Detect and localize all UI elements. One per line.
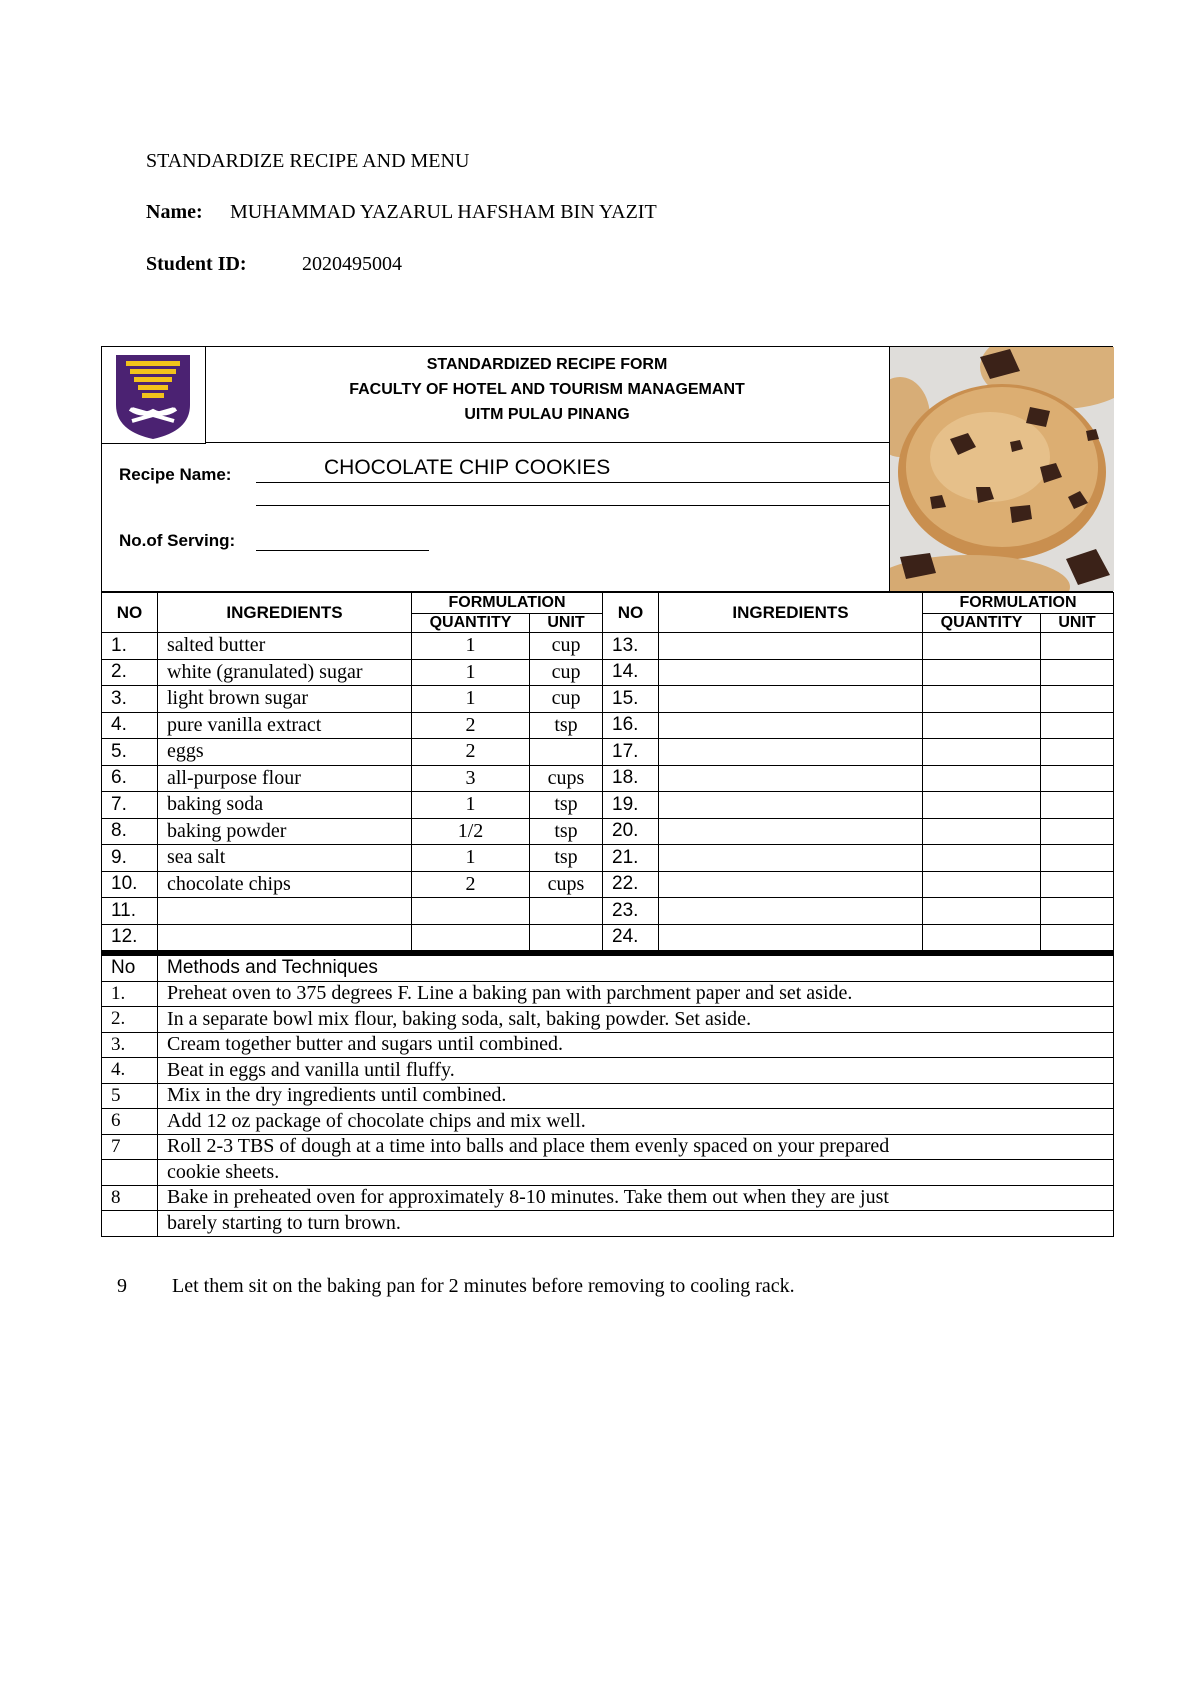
ingredients-table bbox=[101, 592, 1114, 951]
ingredient-unit bbox=[1041, 686, 1114, 713]
method-row bbox=[102, 981, 1114, 1007]
col-header-ingredients: INGREDIENTS bbox=[659, 593, 923, 633]
ingredient-unit bbox=[1041, 739, 1114, 766]
ingredient-name: sea salt bbox=[158, 845, 412, 872]
name-value: MUHAMMAD YAZARUL HAFSHAM BIN YAZIT bbox=[230, 201, 657, 223]
method-step-number: 6 bbox=[102, 1109, 158, 1135]
ingredient-name bbox=[659, 633, 923, 660]
ingredient-unit: cup bbox=[530, 659, 603, 686]
cookie-photo-icon bbox=[890, 347, 1114, 591]
ingredient-name bbox=[659, 924, 923, 951]
ingredient-quantity: 1 bbox=[412, 633, 530, 660]
ingredient-name bbox=[659, 765, 923, 792]
name-label: Name: bbox=[146, 201, 203, 223]
methods-table bbox=[101, 951, 1114, 1237]
ingredient-name: white (granulated) sugar bbox=[158, 659, 412, 686]
ingredient-no: 23. bbox=[603, 898, 659, 925]
ingredient-no: 3. bbox=[102, 686, 158, 713]
ingredient-name: light brown sugar bbox=[158, 686, 412, 713]
ingredient-unit: tsp bbox=[530, 712, 603, 739]
method-row bbox=[102, 1185, 1114, 1211]
method-row bbox=[102, 1211, 1114, 1237]
method-step-text: Roll 2-3 TBS of dough at a time into balls and place them evenly spaced on your prepared bbox=[158, 1134, 1114, 1160]
ingredient-unit: cup bbox=[530, 686, 603, 713]
ingredient-unit bbox=[1041, 765, 1114, 792]
method-step-text: cookie sheets. bbox=[158, 1160, 1114, 1186]
ingredient-no: 17. bbox=[603, 739, 659, 766]
method-row bbox=[102, 1134, 1114, 1160]
ingredient-quantity bbox=[923, 818, 1041, 845]
table-row bbox=[102, 898, 1114, 925]
ingredient-name bbox=[158, 924, 412, 951]
ingredient-no: 10. bbox=[102, 871, 158, 898]
table-row bbox=[102, 765, 1114, 792]
methods-header-no: No bbox=[102, 954, 158, 982]
recipe-name-extra-line bbox=[256, 505, 889, 506]
ingredient-unit: tsp bbox=[530, 818, 603, 845]
ingredient-quantity: 2 bbox=[412, 871, 530, 898]
ingredient-unit bbox=[1041, 924, 1114, 951]
table-row bbox=[102, 792, 1114, 819]
ingredient-unit bbox=[1041, 659, 1114, 686]
method-step-number: 9 bbox=[117, 1275, 127, 1297]
ingredient-unit bbox=[1041, 818, 1114, 845]
ingredient-name: chocolate chips bbox=[158, 871, 412, 898]
ingredient-quantity: 1/2 bbox=[412, 818, 530, 845]
logo-cell bbox=[102, 347, 206, 444]
recipe-name-label: Recipe Name: bbox=[119, 465, 232, 484]
ingredient-name bbox=[659, 712, 923, 739]
ingredient-no: 16. bbox=[603, 712, 659, 739]
ingredient-unit bbox=[1041, 871, 1114, 898]
ingredient-name: baking soda bbox=[158, 792, 412, 819]
recipe-name-value: CHOCOLATE CHIP COOKIES bbox=[324, 456, 611, 479]
recipe-name-field bbox=[256, 454, 889, 483]
ingredient-unit bbox=[530, 898, 603, 925]
ingredient-quantity bbox=[923, 765, 1041, 792]
ingredient-name: eggs bbox=[158, 739, 412, 766]
method-step-number: 3. bbox=[102, 1032, 158, 1058]
table-row bbox=[102, 739, 1114, 766]
ingredient-unit bbox=[1041, 633, 1114, 660]
ingredient-no: 21. bbox=[603, 845, 659, 872]
ingredient-name bbox=[659, 792, 923, 819]
col-header-unit: UNIT bbox=[530, 614, 603, 633]
table-row bbox=[102, 712, 1114, 739]
ingredient-no: 11. bbox=[102, 898, 158, 925]
ingredient-unit bbox=[1041, 845, 1114, 872]
method-step-text: Preheat oven to 375 degrees F. Line a baking pan with parchment paper and set aside. bbox=[158, 981, 1114, 1007]
ingredient-quantity: 3 bbox=[412, 765, 530, 792]
ingredient-no: 7. bbox=[102, 792, 158, 819]
ingredient-no: 12. bbox=[102, 924, 158, 951]
method-row bbox=[102, 1083, 1114, 1109]
table-row bbox=[102, 633, 1114, 660]
ingredient-no: 20. bbox=[603, 818, 659, 845]
ingredient-name: pure vanilla extract bbox=[158, 712, 412, 739]
ingredient-unit bbox=[530, 924, 603, 951]
ingredient-quantity: 1 bbox=[412, 845, 530, 872]
method-step-number: 2. bbox=[102, 1007, 158, 1033]
table-row bbox=[102, 659, 1114, 686]
ingredient-quantity bbox=[923, 924, 1041, 951]
form-title-line: STANDARDIZED RECIPE FORM bbox=[426, 356, 668, 373]
form-header bbox=[101, 346, 1113, 592]
ingredient-no: 4. bbox=[102, 712, 158, 739]
ingredient-quantity bbox=[923, 898, 1041, 925]
col-header-unit: UNIT bbox=[1041, 614, 1114, 633]
form-title-line: UITM PULAU PINANG bbox=[464, 406, 630, 423]
ingredient-unit bbox=[1041, 898, 1114, 925]
method-step-number bbox=[102, 1160, 158, 1186]
col-header-no: NO bbox=[102, 593, 158, 633]
ingredient-quantity bbox=[923, 686, 1041, 713]
col-header-formulation: FORMULATION bbox=[923, 593, 1114, 614]
ingredient-unit: cups bbox=[530, 871, 603, 898]
ingredient-no: 24. bbox=[603, 924, 659, 951]
method-step-number: 5 bbox=[102, 1083, 158, 1109]
ingredient-no: 1. bbox=[102, 633, 158, 660]
student-id-label: Student ID: bbox=[146, 253, 247, 275]
ingredient-quantity bbox=[412, 924, 530, 951]
method-step-text: barely starting to turn brown. bbox=[158, 1211, 1114, 1237]
ingredient-name: all-purpose flour bbox=[158, 765, 412, 792]
ingredient-unit: cup bbox=[530, 633, 603, 660]
method-step-text: Add 12 oz package of chocolate chips and mix well. bbox=[158, 1109, 1114, 1135]
student-id-value: 2020495004 bbox=[302, 253, 402, 275]
ingredient-unit bbox=[1041, 712, 1114, 739]
table-row bbox=[102, 818, 1114, 845]
ingredient-no: 9. bbox=[102, 845, 158, 872]
method-row bbox=[102, 1032, 1114, 1058]
method-step-number: 4. bbox=[102, 1058, 158, 1084]
ingredient-quantity bbox=[923, 845, 1041, 872]
ingredient-no: 6. bbox=[102, 765, 158, 792]
method-step-text: Cream together butter and sugars until combined. bbox=[158, 1032, 1114, 1058]
name-row bbox=[146, 201, 657, 224]
ingredient-name bbox=[659, 845, 923, 872]
form-title-line: FACULTY OF HOTEL AND TOURISM MANAGEMANT bbox=[349, 381, 745, 398]
table-row bbox=[102, 845, 1114, 872]
ingredient-name bbox=[158, 898, 412, 925]
table-row bbox=[102, 686, 1114, 713]
ingredient-no: 22. bbox=[603, 871, 659, 898]
methods-header-title: Methods and Techniques bbox=[158, 954, 1114, 982]
ingredient-name bbox=[659, 659, 923, 686]
table-row bbox=[102, 871, 1114, 898]
ingredient-quantity: 1 bbox=[412, 659, 530, 686]
method-step-text: In a separate bowl mix flour, baking soda, salt, baking powder. Set aside. bbox=[158, 1007, 1114, 1033]
table-row bbox=[102, 924, 1114, 951]
ingredient-quantity: 1 bbox=[412, 686, 530, 713]
method-step-number bbox=[102, 1211, 158, 1237]
col-header-quantity: QUANTITY bbox=[923, 614, 1041, 633]
method-step-text: Bake in preheated oven for approximately 8-10 minutes. Take them out when they are just bbox=[158, 1185, 1114, 1211]
ingredient-no: 18. bbox=[603, 765, 659, 792]
ingredient-quantity: 1 bbox=[412, 792, 530, 819]
ingredient-no: 15. bbox=[603, 686, 659, 713]
method-step-number: 8 bbox=[102, 1185, 158, 1211]
method-step-text: Let them sit on the baking pan for 2 minutes before removing to cooling rack. bbox=[172, 1275, 795, 1297]
ingredient-unit bbox=[1041, 792, 1114, 819]
ingredient-unit bbox=[530, 739, 603, 766]
col-header-quantity: QUANTITY bbox=[412, 614, 530, 633]
ingredient-name: baking powder bbox=[158, 818, 412, 845]
uitm-logo-icon bbox=[102, 347, 205, 443]
ingredient-no: 13. bbox=[603, 633, 659, 660]
ingredient-unit: tsp bbox=[530, 845, 603, 872]
ingredient-unit: cups bbox=[530, 765, 603, 792]
ingredient-quantity bbox=[412, 898, 530, 925]
col-header-ingredients: INGREDIENTS bbox=[158, 593, 412, 633]
cookie-photo bbox=[889, 347, 1114, 591]
form-title bbox=[205, 347, 889, 443]
ingredient-name bbox=[659, 739, 923, 766]
method-step-text: Mix in the dry ingredients until combined. bbox=[158, 1083, 1114, 1109]
ingredient-no: 14. bbox=[603, 659, 659, 686]
method-step-number: 1. bbox=[102, 981, 158, 1007]
method-row bbox=[102, 1109, 1114, 1135]
col-header-no: NO bbox=[603, 593, 659, 633]
recipe-form bbox=[101, 346, 1113, 1237]
method-step-text: Beat in eggs and vanilla until fluffy. bbox=[158, 1058, 1114, 1084]
ingredient-quantity: 2 bbox=[412, 739, 530, 766]
ingredient-no: 19. bbox=[603, 792, 659, 819]
ingredient-quantity bbox=[923, 659, 1041, 686]
ingredient-unit: tsp bbox=[530, 792, 603, 819]
ingredient-name bbox=[659, 871, 923, 898]
student-id-row bbox=[146, 253, 402, 276]
ingredient-no: 5. bbox=[102, 739, 158, 766]
ingredient-quantity bbox=[923, 871, 1041, 898]
ingredient-quantity bbox=[923, 712, 1041, 739]
ingredient-name: salted butter bbox=[158, 633, 412, 660]
method-step-number: 7 bbox=[102, 1134, 158, 1160]
ingredient-name bbox=[659, 818, 923, 845]
col-header-formulation: FORMULATION bbox=[412, 593, 603, 614]
method-row bbox=[102, 1160, 1114, 1186]
ingredient-no: 2. bbox=[102, 659, 158, 686]
ingredient-name bbox=[659, 686, 923, 713]
serving-label: No.of Serving: bbox=[119, 531, 236, 550]
serving-field bbox=[256, 550, 429, 551]
ingredient-name bbox=[659, 898, 923, 925]
method-row bbox=[102, 1058, 1114, 1084]
ingredient-quantity bbox=[923, 792, 1041, 819]
document-title: STANDARDIZE RECIPE AND MENU bbox=[146, 150, 470, 172]
ingredient-no: 8. bbox=[102, 818, 158, 845]
method-row bbox=[102, 1007, 1114, 1033]
ingredient-quantity bbox=[923, 633, 1041, 660]
ingredient-quantity: 2 bbox=[412, 712, 530, 739]
ingredient-quantity bbox=[923, 739, 1041, 766]
